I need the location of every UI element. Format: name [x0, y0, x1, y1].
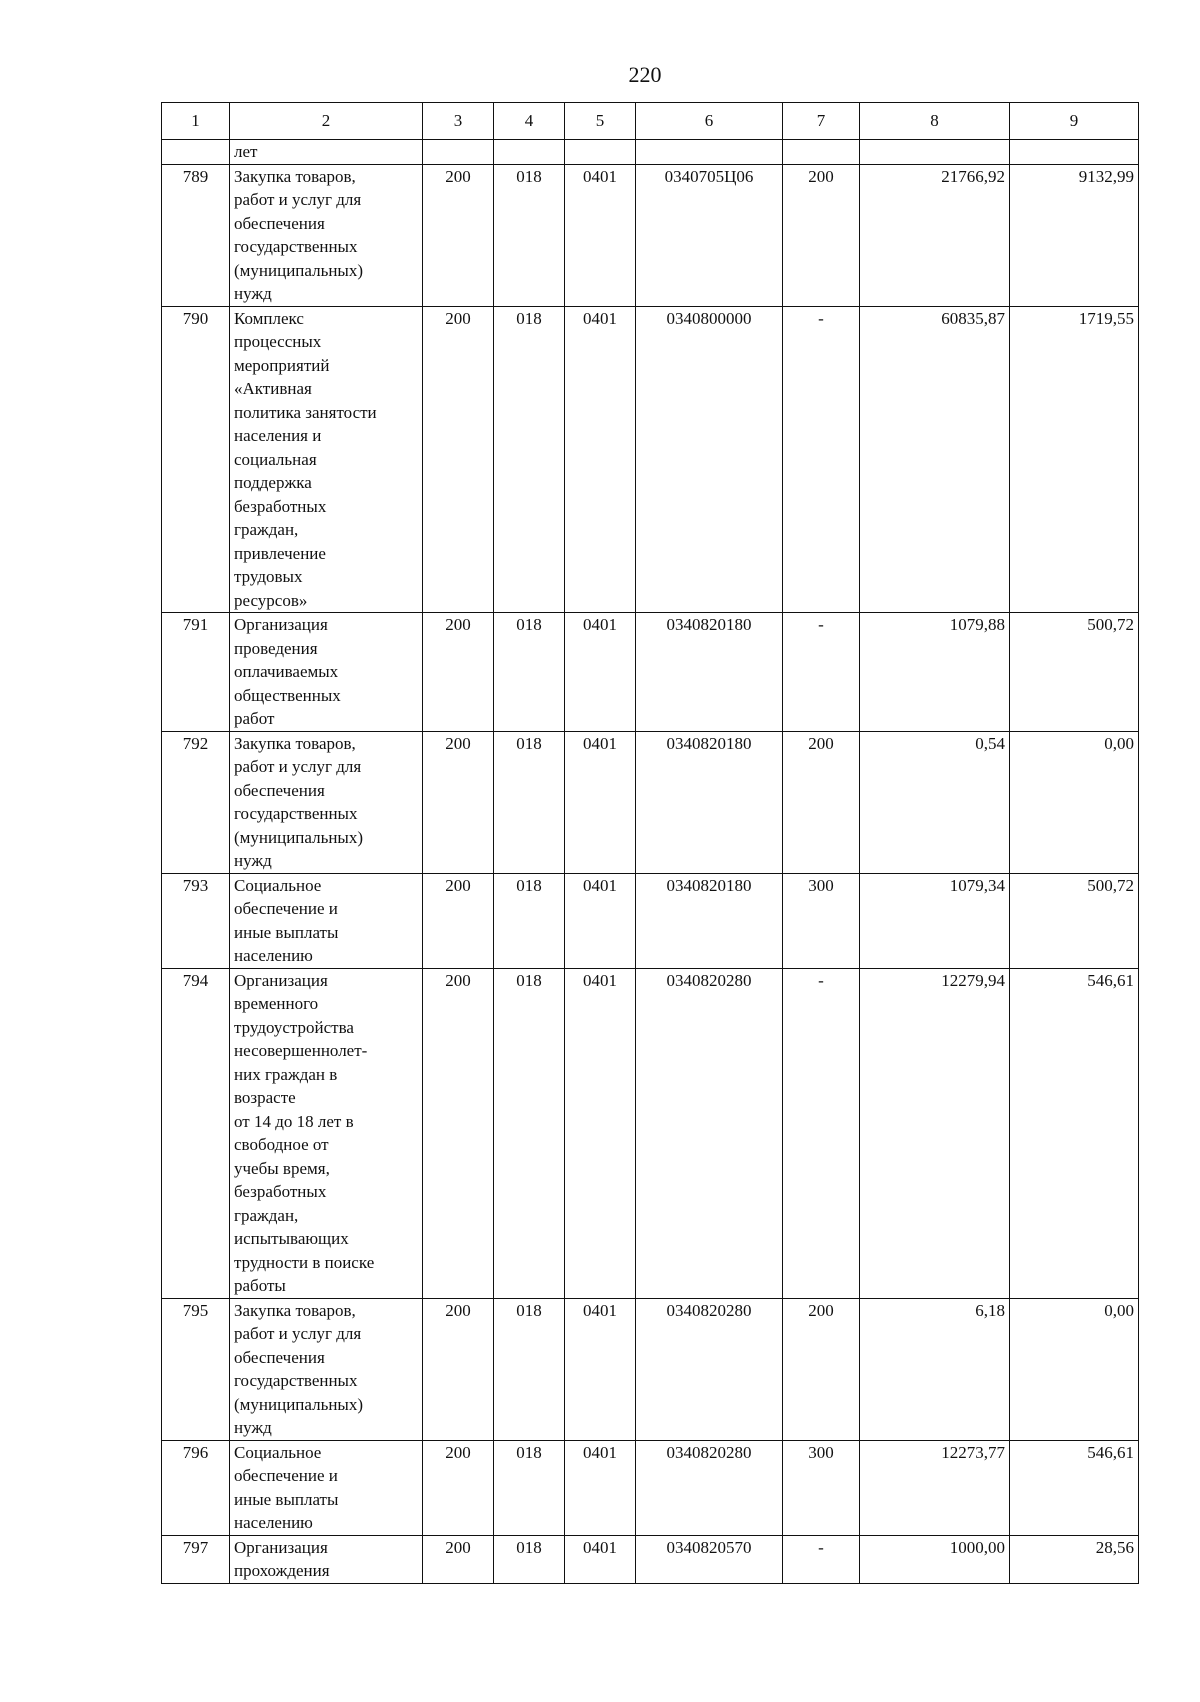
cell-c5: 0401 — [565, 968, 636, 1298]
cell-c5: 0401 — [565, 613, 636, 732]
item-name-line: безработных — [234, 496, 327, 516]
item-name-line: граждан, — [234, 520, 299, 539]
cell-c9: 9132,99 — [1010, 164, 1139, 306]
cell-c9: 546,61 — [1010, 968, 1139, 1298]
table-row — [162, 873, 1139, 968]
cell-c6: 0340820180 — [636, 613, 783, 732]
cell-c6: 0340820280 — [636, 968, 783, 1298]
cell-c9: 0,00 — [1010, 731, 1139, 873]
item-name-line: обеспечение и — [234, 899, 338, 918]
cell-c5: 0401 — [565, 1535, 636, 1583]
cell-c5: 0401 — [565, 731, 636, 873]
column-header: 4 — [494, 103, 565, 140]
cell-c4: 018 — [494, 731, 565, 873]
cell-c3: 200 — [423, 968, 494, 1298]
cell-c8: 60835,87 — [860, 306, 1010, 613]
cell-c5: 0401 — [565, 1298, 636, 1440]
cell-c7: 300 — [783, 873, 860, 968]
table-row — [162, 1298, 1139, 1440]
cell-c4: 018 — [494, 1298, 565, 1440]
column-header: 7 — [783, 103, 860, 140]
item-name-line: Закупка товаров, — [234, 166, 356, 186]
item-name-line: Комплекс — [234, 308, 304, 328]
item-name-line: Закупка товаров, — [234, 733, 356, 753]
item-name-line: проведения — [234, 638, 318, 658]
item-name-line: обеспечение и — [234, 1466, 338, 1485]
row-number-cell: 796 — [162, 1440, 230, 1535]
table-row — [162, 613, 1139, 732]
row-number-cell: 797 — [162, 1535, 230, 1583]
item-name-line: работ и услуг для — [234, 757, 362, 776]
item-name-line: нужд — [234, 1418, 272, 1437]
row-number-cell: 795 — [162, 1298, 230, 1440]
table-row — [162, 968, 1139, 1298]
item-name-line: иные выплаты — [234, 1489, 339, 1509]
cell-c8: 6,18 — [860, 1298, 1010, 1440]
item-name-line: временного — [234, 994, 319, 1013]
item-name-line: поддержка — [234, 473, 312, 492]
item-name-line: обеспечения — [234, 1347, 325, 1367]
cell-c9: 500,72 — [1010, 613, 1139, 732]
cell-c7: - — [783, 306, 860, 613]
cell-c8: 21766,92 — [860, 164, 1010, 306]
item-name-line: трудоустройства — [234, 1017, 354, 1037]
item-name-cell — [230, 1298, 423, 1440]
cell-c7: 200 — [783, 1298, 860, 1440]
cell-c7: - — [783, 968, 860, 1298]
table-row — [162, 1440, 1139, 1535]
cell-c8: 0,54 — [860, 731, 1010, 873]
cell-c3: 200 — [423, 164, 494, 306]
cell-c4: 018 — [494, 1440, 565, 1535]
table-body — [162, 140, 1139, 1584]
row-number-cell: 791 — [162, 613, 230, 732]
item-name-line: обеспечения — [234, 780, 325, 800]
item-name-cell — [230, 731, 423, 873]
cell-c9: 1719,55 — [1010, 306, 1139, 613]
cell-c3: 200 — [423, 306, 494, 613]
cell-c9: 546,61 — [1010, 1440, 1139, 1535]
item-name-line: возрасте — [234, 1088, 296, 1107]
cell-c4: 018 — [494, 968, 565, 1298]
item-name-line: населения и — [234, 426, 322, 445]
item-name-cell — [230, 164, 423, 306]
cell-c9: 28,56 — [1010, 1535, 1139, 1583]
item-name-line: безработных — [234, 1182, 327, 1201]
cell-c4: 018 — [494, 873, 565, 968]
cell-c3: 200 — [423, 613, 494, 732]
item-name-cell — [230, 306, 423, 613]
row-number-cell: 793 — [162, 873, 230, 968]
cell-c9: 0,00 — [1010, 1298, 1139, 1440]
column-number-row — [162, 103, 1139, 140]
cell-c9 — [1010, 140, 1139, 165]
cell-c3 — [423, 140, 494, 165]
cell-c4 — [494, 140, 565, 165]
item-name-cell — [230, 1535, 423, 1583]
column-header: 2 — [230, 103, 423, 140]
cell-c6: 0340705Ц06 — [636, 164, 783, 306]
column-header: 6 — [636, 103, 783, 140]
item-name-line: социальная — [234, 449, 317, 469]
item-name-cell — [230, 1440, 423, 1535]
cell-c4: 018 — [494, 306, 565, 613]
item-name-cell — [230, 968, 423, 1298]
item-name-line: Организация — [234, 970, 328, 990]
column-header: 8 — [860, 103, 1010, 140]
item-name-line: свободное от — [234, 1135, 329, 1154]
item-name-line: Организация — [234, 615, 328, 634]
row-number-cell: 792 — [162, 731, 230, 873]
item-name-line: несовершеннолет- — [234, 1041, 368, 1060]
item-name-line: населению — [234, 946, 313, 965]
cell-c8: 12279,94 — [860, 968, 1010, 1298]
cell-c7: 300 — [783, 1440, 860, 1535]
cell-c6 — [636, 140, 783, 165]
table-row — [162, 306, 1139, 613]
cell-c5 — [565, 140, 636, 165]
cell-c8: 1079,34 — [860, 873, 1010, 968]
item-name-line: работ — [234, 709, 275, 728]
cell-c8: 1079,88 — [860, 613, 1010, 732]
cell-c4: 018 — [494, 613, 565, 732]
cell-c3: 200 — [423, 1440, 494, 1535]
item-name-line: испытывающих — [234, 1229, 349, 1248]
cell-c8 — [860, 140, 1010, 165]
item-name-line: привлечение — [234, 543, 326, 563]
item-name-line: ресурсов» — [234, 590, 308, 610]
column-header: 9 — [1010, 103, 1139, 140]
item-name-line: иные выплаты — [234, 922, 339, 942]
item-name-cell — [230, 613, 423, 732]
item-name-line: лет — [234, 142, 258, 161]
cell-c5: 0401 — [565, 306, 636, 613]
item-name-line: (муниципальных) — [234, 1394, 364, 1414]
item-name-line: граждан, — [234, 1205, 299, 1225]
page-number: 220 — [628, 62, 662, 87]
item-name-line: государственных — [234, 1371, 358, 1390]
cell-c9: 500,72 — [1010, 873, 1139, 968]
cell-c3: 200 — [423, 731, 494, 873]
row-number-cell — [162, 140, 230, 165]
cell-c7: 200 — [783, 731, 860, 873]
table-row — [162, 164, 1139, 306]
cell-c7: 200 — [783, 164, 860, 306]
item-name-line: государственных — [234, 237, 358, 256]
item-name-line: трудности в поиске — [234, 1252, 375, 1272]
column-header: 5 — [565, 103, 636, 140]
item-name-line: нужд — [234, 284, 272, 303]
item-name-line: работ и услуг для — [234, 190, 362, 209]
item-name-line: оплачиваемых — [234, 662, 339, 681]
item-name-cell — [230, 140, 423, 165]
item-name-line: «Активная — [234, 379, 312, 398]
item-name-line: Социальное — [234, 1442, 322, 1462]
cell-c3: 200 — [423, 873, 494, 968]
cell-c6: 0340820280 — [636, 1440, 783, 1535]
cell-c5: 0401 — [565, 164, 636, 306]
item-name-line: общественных — [234, 685, 341, 705]
item-name-line: учебы время, — [234, 1158, 330, 1178]
cell-c7 — [783, 140, 860, 165]
table-header — [162, 103, 1139, 140]
item-name-line: политика занятости — [234, 402, 377, 422]
column-header: 1 — [162, 103, 230, 140]
cell-c6: 0340820570 — [636, 1535, 783, 1583]
item-name-line: обеспечения — [234, 213, 325, 233]
item-name-line: (муниципальных) — [234, 827, 364, 847]
item-name-line: Социальное — [234, 875, 322, 895]
item-name-line: работ и услуг для — [234, 1324, 362, 1343]
item-name-line: государственных — [234, 804, 358, 823]
table-row — [162, 731, 1139, 873]
cell-c5: 0401 — [565, 1440, 636, 1535]
item-name-line: мероприятий — [234, 355, 330, 375]
cell-c3: 200 — [423, 1535, 494, 1583]
table-row — [162, 140, 1139, 165]
item-name-line: нужд — [234, 851, 272, 870]
item-name-line: от 14 до 18 лет в — [234, 1111, 354, 1131]
item-name-line: (муниципальных) — [234, 260, 364, 280]
cell-c5: 0401 — [565, 873, 636, 968]
cell-c8: 1000,00 — [860, 1535, 1010, 1583]
cell-c6: 0340820180 — [636, 731, 783, 873]
item-name-line: Организация — [234, 1537, 328, 1557]
cell-c8: 12273,77 — [860, 1440, 1010, 1535]
cell-c7: - — [783, 1535, 860, 1583]
item-name-line: Закупка товаров, — [234, 1300, 356, 1320]
item-name-line: работы — [234, 1276, 286, 1295]
cell-c6: 0340800000 — [636, 306, 783, 613]
cell-c6: 0340820280 — [636, 1298, 783, 1440]
item-name-line: них граждан в — [234, 1064, 338, 1084]
cell-c4: 018 — [494, 164, 565, 306]
row-number-cell: 789 — [162, 164, 230, 306]
cell-c4: 018 — [494, 1535, 565, 1583]
item-name-line: прохождения — [234, 1561, 330, 1580]
item-name-cell — [230, 873, 423, 968]
row-number-cell: 794 — [162, 968, 230, 1298]
row-number-cell: 790 — [162, 306, 230, 613]
column-header: 3 — [423, 103, 494, 140]
cell-c7: - — [783, 613, 860, 732]
cell-c3: 200 — [423, 1298, 494, 1440]
table-row — [162, 1535, 1139, 1583]
cell-c6: 0340820180 — [636, 873, 783, 968]
item-name-line: населению — [234, 1513, 313, 1532]
item-name-line: трудовых — [234, 567, 303, 586]
item-name-line: процессных — [234, 332, 322, 351]
budget-table — [161, 102, 1139, 1584]
